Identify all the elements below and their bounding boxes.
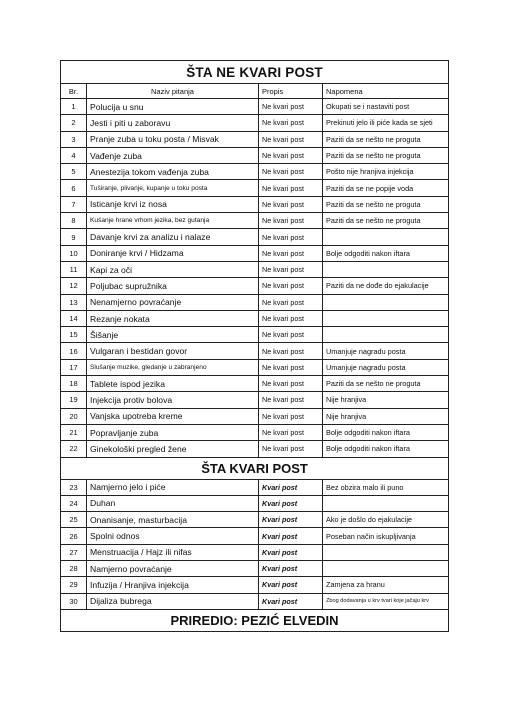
row-note: Ako je došlo do ejakulacije <box>323 512 449 528</box>
row-question: Tuširanje, plivanje, kupanje u toku posta <box>87 180 259 196</box>
row-note: Zamjena za hranu <box>323 577 449 593</box>
breaking-section <box>61 479 449 609</box>
row-question: Nenamjerno povraćanje <box>87 294 259 310</box>
row-question: Vulgaran i bestidan govor <box>87 343 259 359</box>
footer-row <box>61 609 449 631</box>
row-ruling: Ne kvari post <box>259 180 323 196</box>
table-row <box>61 528 449 544</box>
row-note: Nije hranjiva <box>323 408 449 424</box>
row-question: Isticanje krvi iz nosa <box>87 196 259 212</box>
row-ruling: Ne kvari post <box>259 164 323 180</box>
row-number: 5 <box>61 164 87 180</box>
row-ruling: Ne kvari post <box>259 441 323 457</box>
row-ruling: Ne kvari post <box>259 310 323 326</box>
row-note <box>323 294 449 310</box>
row-question: Vanjska upotreba kreme <box>87 408 259 424</box>
header-note: Napomena <box>323 84 449 99</box>
row-note: Bolje odgoditi nakon iftara <box>323 424 449 440</box>
table-row <box>61 245 449 261</box>
row-number: 9 <box>61 229 87 245</box>
row-question: Dijaliza bubrega <box>87 593 259 609</box>
table-row <box>61 261 449 277</box>
row-number: 16 <box>61 343 87 359</box>
row-question: Polucija u snu <box>87 99 259 115</box>
row-question: Jesti i piti u zaboravu <box>87 115 259 131</box>
row-question: Šišanje <box>87 327 259 343</box>
row-question: Poljubac supružnika <box>87 278 259 294</box>
row-question: Ginekološki pregled žene <box>87 441 259 457</box>
row-note: Bolje odgoditi nakon iftara <box>323 245 449 261</box>
row-note: Pošto nije hranjiva injekcija <box>323 164 449 180</box>
table-row <box>61 408 449 424</box>
row-ruling: Kvari post <box>259 561 323 577</box>
table-row <box>61 294 449 310</box>
row-number: 8 <box>61 213 87 229</box>
row-note: Umanjuje nagradu posta <box>323 359 449 375</box>
table-row <box>61 99 449 115</box>
row-question: Anestezija tokom vađenja zuba <box>87 164 259 180</box>
author-footer: PRIREDIO: PEZIĆ ELVEDIN <box>61 609 449 631</box>
row-number: 30 <box>61 593 87 609</box>
row-question: Slušanje muzike, gledanje u zabranjeno <box>87 359 259 375</box>
row-ruling: Ne kvari post <box>259 376 323 392</box>
row-ruling: Ne kvari post <box>259 245 323 261</box>
row-note <box>323 261 449 277</box>
not-breaking-section <box>61 99 449 458</box>
row-note: Paziti da se nešto ne proguta <box>323 213 449 229</box>
row-question: Spolni odnos <box>87 528 259 544</box>
section-title: ŠTA KVARI POST <box>61 457 449 479</box>
table-row <box>61 441 449 457</box>
row-note: Paziti da se nešto ne proguta <box>323 131 449 147</box>
table-row <box>61 577 449 593</box>
row-number: 1 <box>61 99 87 115</box>
row-ruling: Ne kvari post <box>259 147 323 163</box>
row-ruling: Ne kvari post <box>259 408 323 424</box>
row-number: 7 <box>61 196 87 212</box>
row-question: Duhan <box>87 495 259 511</box>
row-number: 13 <box>61 294 87 310</box>
row-note: Paziti da ne dođe do ejakulacije <box>323 278 449 294</box>
row-ruling: Ne kvari post <box>259 213 323 229</box>
row-number: 19 <box>61 392 87 408</box>
row-ruling: Ne kvari post <box>259 131 323 147</box>
table-row <box>61 593 449 609</box>
row-number: 24 <box>61 495 87 511</box>
row-note: Poseban način iskupljivanja <box>323 528 449 544</box>
row-number: 29 <box>61 577 87 593</box>
row-note: Paziti da se ne popije voda <box>323 180 449 196</box>
row-ruling: Kvari post <box>259 544 323 560</box>
table-row <box>61 213 449 229</box>
row-ruling: Kvari post <box>259 479 323 495</box>
table-row <box>61 327 449 343</box>
table-row <box>61 131 449 147</box>
row-question: Onanisanje, masturbacija <box>87 512 259 528</box>
row-ruling: Kvari post <box>259 495 323 511</box>
table-row <box>61 424 449 440</box>
row-question: Namjerno povraćanje <box>87 561 259 577</box>
row-number: 3 <box>61 131 87 147</box>
row-question: Rezanje nokata <box>87 310 259 326</box>
row-ruling: Ne kvari post <box>259 115 323 131</box>
row-note: Nije hranjiva <box>323 392 449 408</box>
table-row <box>61 512 449 528</box>
row-number: 28 <box>61 561 87 577</box>
table-row <box>61 544 449 560</box>
row-number: 25 <box>61 512 87 528</box>
row-note: Zbog dodavanja u krv tvari koje jačaju krv <box>323 593 449 609</box>
row-question: Popravljanje zuba <box>87 424 259 440</box>
row-note: Prekinuti jelo ili piće kada se sjeti <box>323 115 449 131</box>
header-name: Naziv pitanja <box>87 84 259 99</box>
row-ruling: Ne kvari post <box>259 196 323 212</box>
row-number: 2 <box>61 115 87 131</box>
row-ruling: Ne kvari post <box>259 424 323 440</box>
row-note: Paziti da se nešto ne proguta <box>323 196 449 212</box>
row-number: 20 <box>61 408 87 424</box>
row-ruling: Ne kvari post <box>259 294 323 310</box>
row-question: Kušanje hrane vrhom jezika, bez gutanja <box>87 213 259 229</box>
table-row <box>61 229 449 245</box>
row-ruling: Kvari post <box>259 528 323 544</box>
row-question: Injekcija protiv bolova <box>87 392 259 408</box>
row-note: Paziti da se nešto ne proguta <box>323 376 449 392</box>
row-ruling: Ne kvari post <box>259 359 323 375</box>
title-row <box>61 61 449 84</box>
row-ruling: Kvari post <box>259 577 323 593</box>
table-row <box>61 115 449 131</box>
row-question: Vađenje zuba <box>87 147 259 163</box>
row-ruling: Ne kvari post <box>259 343 323 359</box>
table-row <box>61 278 449 294</box>
row-number: 27 <box>61 544 87 560</box>
row-question: Menstruacija / Hajz ili nifas <box>87 544 259 560</box>
table-row <box>61 147 449 163</box>
row-note <box>323 495 449 511</box>
row-number: 26 <box>61 528 87 544</box>
row-ruling: Ne kvari post <box>259 327 323 343</box>
row-number: 12 <box>61 278 87 294</box>
table-row <box>61 180 449 196</box>
row-number: 14 <box>61 310 87 326</box>
row-number: 22 <box>61 441 87 457</box>
page-title: ŠTA NE KVARI POST <box>61 61 449 84</box>
row-number: 18 <box>61 376 87 392</box>
header-rule: Propis <box>259 84 323 99</box>
table-row <box>61 479 449 495</box>
table-row <box>61 343 449 359</box>
row-ruling: Ne kvari post <box>259 99 323 115</box>
row-note: Bolje odgoditi nakon iftara <box>323 441 449 457</box>
row-number: 15 <box>61 327 87 343</box>
row-note <box>323 310 449 326</box>
row-ruling: Ne kvari post <box>259 261 323 277</box>
table-row <box>61 164 449 180</box>
row-question: Namjerno jelo i piće <box>87 479 259 495</box>
table-row <box>61 392 449 408</box>
row-ruling: Ne kvari post <box>259 229 323 245</box>
row-number: 10 <box>61 245 87 261</box>
fasting-table <box>60 60 449 632</box>
row-note <box>323 229 449 245</box>
row-question: Infuzija / Hranjiva injekcija <box>87 577 259 593</box>
row-ruling: Kvari post <box>259 512 323 528</box>
header-row <box>61 84 449 99</box>
row-question: Doniranje krvi / Hidzama <box>87 245 259 261</box>
row-number: 17 <box>61 359 87 375</box>
row-note: Paziti da se nešto ne proguta <box>323 147 449 163</box>
row-ruling: Ne kvari post <box>259 392 323 408</box>
table-row <box>61 495 449 511</box>
row-number: 21 <box>61 424 87 440</box>
row-note: Umanjuje nagradu posta <box>323 343 449 359</box>
row-note <box>323 544 449 560</box>
table-row <box>61 196 449 212</box>
row-note <box>323 327 449 343</box>
row-number: 11 <box>61 261 87 277</box>
row-question: Davanje krvi za analizu i nalaze <box>87 229 259 245</box>
row-number: 23 <box>61 479 87 495</box>
row-question: Pranje zuba u toku posta / Misvak <box>87 131 259 147</box>
row-note <box>323 561 449 577</box>
row-ruling: Kvari post <box>259 593 323 609</box>
row-number: 4 <box>61 147 87 163</box>
row-question: Tablete ispod jezika <box>87 376 259 392</box>
table-row <box>61 561 449 577</box>
row-note: Bez obzira malo ili puno <box>323 479 449 495</box>
header-num: Br. <box>61 84 87 99</box>
fasting-table-sheet <box>60 60 448 632</box>
section-row <box>61 457 449 479</box>
table-row <box>61 359 449 375</box>
row-note: Okupati se i nastaviti post <box>323 99 449 115</box>
row-ruling: Ne kvari post <box>259 278 323 294</box>
table-row <box>61 310 449 326</box>
row-question: Kapi za oči <box>87 261 259 277</box>
row-number: 6 <box>61 180 87 196</box>
table-row <box>61 376 449 392</box>
